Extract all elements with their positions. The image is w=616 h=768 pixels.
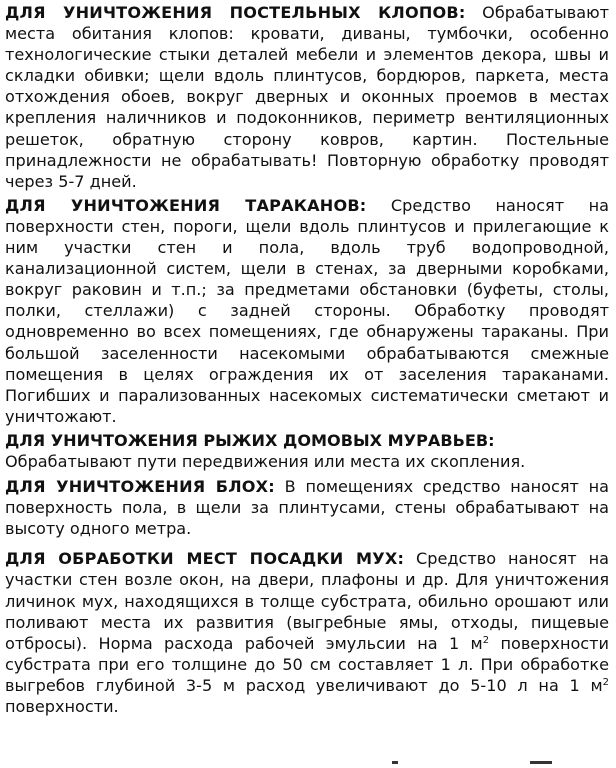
section-fleas <box>5 476 609 539</box>
section-heading: ДЛЯ ОБРАБОТКИ МЕСТ ПОСАДКИ МУХ: <box>5 549 405 569</box>
section-heading: ДЛЯ УНИЧТОЖЕНИЯ РЫЖИХ ДОМОВЫХ МУРАВЬЕВ: <box>5 430 495 450</box>
instruction-document <box>5 0 609 717</box>
section-text: Обрабатывают места обитания клопов: кровати, диваны, тумбочки, особенно технологические стыки деталей мебели и элементов декора, швы и складки обивки; щели вдоль плинтусов, бордюров, паркета, места отхождения обоев, вокруг дверных и оконных проемов в местах крепления наличников и подоконников, периметр вентиляционных решеток, обратную сторону ковров, картин. Постельные принадлежности не обрабатывать! Повторную обработку проводят через 5-7 дней. <box>5 3 609 191</box>
section-flies <box>5 548 609 717</box>
cropped-glyph <box>530 761 552 764</box>
section-text: Обрабатывают пути передвижения или места их скопления. <box>5 451 526 471</box>
section-bedbugs <box>5 2 609 192</box>
section-text: В помещениях средство наносят на поверхность пола, в щели за плинтусами, стены обрабатывают на высоту одного метра. <box>5 477 609 539</box>
section-text: поверхности. <box>5 697 119 716</box>
section-heading: ДЛЯ УНИЧТОЖЕНИЯ ПОСТЕЛЬНЫХ КЛОПОВ: <box>5 3 466 22</box>
section-cockroaches <box>5 195 609 427</box>
section-ants <box>5 430 609 472</box>
superscript-squared: 2 <box>482 634 490 646</box>
section-heading: ДЛЯ УНИЧТОЖЕНИЯ ТАРАКАНОВ: <box>5 195 367 215</box>
cropped-next-line <box>0 760 616 768</box>
section-text: Средство наносят на поверхности стен, пороги, щели вдоль плинтусов и прилегающие к ним участки стен и пола, вдоль труб водопроводной, канализационной систем, щели в стенах, за дверными коробками, вокруг раковин и т.п.; за предметами обстановки (буфеты, столы, полки, стеллажи) с задней стороны. Обработку проводят одновременно во всех помещениях, где обнаружены тараканы. При большой заселенности насекомыми обрабатываются смежные помещения в целях ограждения их от заселения тараканами. Погибших и парализованных насекомых систематически сметают и уничтожают. <box>5 195 609 426</box>
section-text: поверхности субстрата при его толщине до 50 см составляет 1 л. При обработке выгребов глубиной 3-5 м расход увеличивают до 5-10 л на 1 м <box>5 633 609 695</box>
cropped-glyph <box>392 761 398 764</box>
section-heading: ДЛЯ УНИЧТОЖЕНИЯ БЛОХ: <box>5 477 275 497</box>
superscript-squared: 2 <box>602 676 609 688</box>
section-text: Средство наносят на участки стен возле окон, на двери, плафоны и др. Для уничтожения личинок мух, находящихся в толще субстрата, обильно орошают или поливают места их развития (выгребные ямы, отходы, пищевые отбросы). Норма расхода рабочей эмульсии на 1 м <box>5 549 609 653</box>
